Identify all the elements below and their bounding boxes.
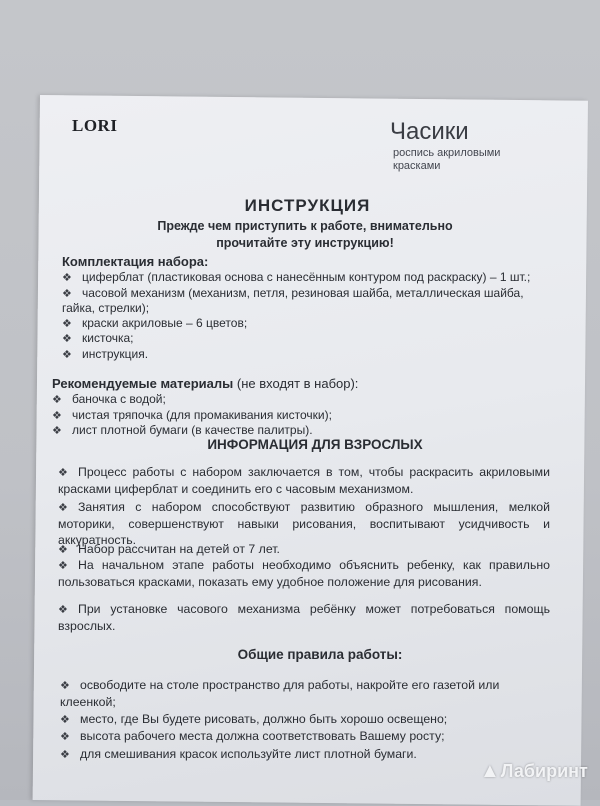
rules-list (60, 677, 550, 763)
bullet-icon: ❖ (60, 680, 70, 692)
list-item: ❖ баночка с водой; (52, 392, 166, 406)
list-item: ❖ инструкция. (62, 346, 149, 361)
bullet-icon: ❖ (62, 317, 72, 330)
bullet-icon: ❖ (60, 713, 70, 726)
kit-list (62, 270, 532, 363)
bullet-icon: ❖ (52, 409, 62, 422)
list-item: ❖ чистая тряпочка (для промакивания кисточки); (52, 407, 332, 422)
adults-paragraph: ❖ Набор рассчитан на детей от 7 лет. (58, 542, 280, 556)
instruction-lead: Прежде чем приступить к работе, внимательно прочитайте эту инструкцию! (157, 219, 453, 250)
product-subtitle: роспись акриловыми красками (393, 147, 501, 172)
list-item: ❖ лист плотной бумаги (в качестве палитры). (52, 423, 313, 438)
bullet-icon: ❖ (62, 348, 72, 361)
list-item: ❖ для смешивания красок используйте лист плотной бумаги. (60, 746, 550, 763)
list-item: ❖ место, где Вы будете рисовать, должно быть хорошо освещено; (60, 711, 550, 728)
instruction-title: ИНСТРУКЦИЯ (244, 196, 371, 215)
list-item: ❖ освободите на столе пространство для работы, накройте его газетой или клеенкой; (60, 678, 500, 710)
bullet-icon: ❖ (58, 604, 68, 616)
list-item: ❖ кисточка; (62, 331, 134, 346)
product-title: Часики (390, 118, 469, 145)
bullet-icon: ❖ (62, 333, 72, 346)
list-item: ❖ высота рабочего места должна соответствовать Вашему росту; (60, 728, 550, 745)
bullet-icon: ❖ (52, 425, 62, 438)
list-item: ❖ краски акриловые – 6 цветов; (62, 315, 248, 330)
adults-title: ИНФОРМАЦИЯ ДЛЯ ВЗРОСЛЫХ (207, 437, 423, 452)
kit-title: Комплектация набора: (62, 254, 209, 269)
materials-note: (не входят в набор): (236, 376, 359, 391)
bullet-icon: ❖ (58, 467, 68, 479)
materials-title: Рекомендуемые материалы (не входят в набор): (52, 376, 359, 391)
adults-paragraph: ❖ При установке часового механизма ребёнку может потребоваться помощь взрослых. (58, 602, 550, 633)
adults-paragraph: ❖ Процесс работы с набором заключается в том, чтобы раскрасить акриловыми красками циферблат и соединить его с часовым механизмом. (58, 465, 550, 496)
materials-list (52, 392, 522, 439)
rules-title: Общие правила работы: (237, 647, 403, 662)
bullet-icon: ❖ (62, 272, 72, 284)
watermark: ▲Лабиринт (480, 760, 588, 782)
bullet-icon: ❖ (52, 394, 62, 406)
bullet-icon: ❖ (62, 287, 72, 300)
bullet-icon: ❖ (60, 748, 70, 761)
adults-paragraph: ❖ Занятия с набором способствуют развитию образного мышления, мелкой моторики, совершенствуют навыки рисования, воспитывают усидчивость и аккуратность. (58, 500, 550, 547)
bullet-icon: ❖ (58, 560, 68, 572)
brand-logo: LORI (72, 116, 118, 135)
list-item: ❖ часовой механизм (механизм, петля, резиновая шайба, металлическая шайба, гайка, стрелки); (62, 285, 524, 316)
bullet-icon: ❖ (60, 731, 70, 744)
adults-paragraph: ❖ На начальном этапе работы необходимо объяснить ребенку, как правильно пользоваться красками, показать ему удобное положение для рисования. (58, 558, 550, 589)
list-item: ❖ циферблат (пластиковая основа с нанесённым контуром под раскраску) – 1 шт.; (62, 270, 531, 284)
bullet-icon: ❖ (58, 502, 68, 514)
bullet-icon: ❖ (58, 544, 68, 556)
labyrinth-logo-icon: ▲ (480, 760, 500, 782)
